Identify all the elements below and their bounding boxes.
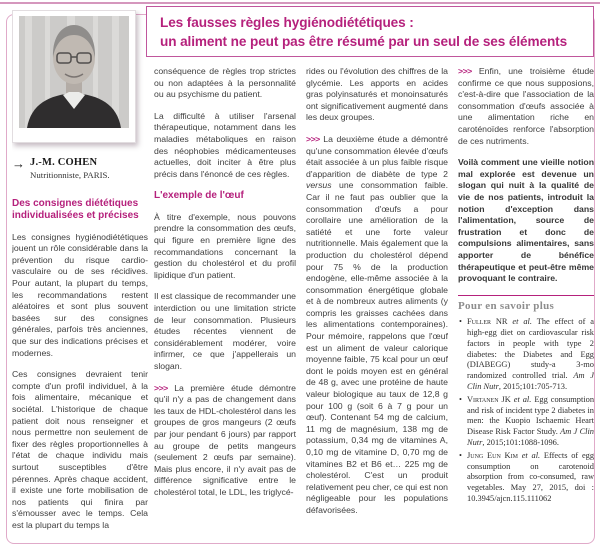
reference-body: Effects of egg consumption on carotenoid absorption from co-consumed, raw vegetables. May 27, 2015, doi : 10.3945/ajcn.115.111062 [467, 450, 594, 504]
article-title-box [146, 6, 594, 57]
paragraph-col3-2a: La deuxième étude a démontré qu'une consommation élevée d'œufs était associée à un plus faible risque d'apparition de diabète de type 2 [306, 133, 448, 179]
paragraph-col4-conclusion: Voilà comment une vieille notion mal explorée est devenue un slogan qui nuit à la qualité de vie de nos patients, introduit la notion d'exception dans l'alimentation, source de frustration et donc de compulsions alimentaires, sans apporter de bénéfice thérapeutique et peut-être même provoquant le contraire. [458, 157, 594, 284]
paragraph-col3-2 [306, 134, 448, 517]
more-info-box [458, 295, 594, 505]
paragraph-col1-1: Les consignes hygiénodiététiques jouent un rôle considérable dans la prévention du risque cardio-vasculaire ou de ses récidives. Pour autant, la plupart du temps, les recommandations restent aléatoires et sont plus souvent basées sur des consignes générales, parfois très anciennes, que sur des indications précises et modernes. [12, 231, 148, 358]
paragraph-col1-2: Ces consignes devraient tenir compte d'un profil individuel, à la fois alimentaire, mécanique et sociétal. L'historique de chaque patient doit nous renseigner et nous permettre non seulement de fixer des règles proportionnelles à l'état de chaque individu mais surtout susceptibles d'être pérennes. Après chaque accident, il existe une forte mobilisation de nos patients qui finira par s'émousser avec le temps. Cela est la plupart du temps la [12, 369, 148, 530]
bullet-icon: • [459, 450, 462, 460]
reference-authors: Virtanen JK [467, 394, 511, 404]
triple-chevron-icon: >>> [306, 133, 320, 144]
page-top-rule [0, 2, 600, 4]
reference-item [458, 395, 594, 449]
reference-tail: , 2015;101:1088-1096. [482, 438, 559, 448]
reference-etal: et al. [513, 394, 532, 404]
column-author-intro [12, 10, 148, 543]
reference-authors: Jung Eun Kim [467, 450, 518, 460]
paragraph-col4-1-text: Enfin, une troisième étude confirme ce que nous supposions, c'est-à-dire que l'association de la consommation d'œufs associée à une alimentation riche en caroténoïdes renforce l'absorption de ces nutriments. [458, 66, 594, 146]
reference-list [458, 317, 594, 505]
arrow-right-icon: → [12, 156, 25, 171]
paragraph-col2-3: À titre d'exemple, nous pouvons prendre la consommation des œufs, qui figure en première ligne des recommandations concernant la gestion du cholestérol et du profil lipidique d'un patient. [154, 211, 296, 280]
paragraph-col2-2: La difficulté à utiliser l'arsenal thérapeutique, notamment dans les maladies métaboliques en raison des néophobies médicamenteuses actuelles, doit inciter à être plus précis dans l'énoncé de ces règles. [154, 110, 296, 179]
reference-item [458, 451, 594, 505]
section-heading-oeuf: L'exemple de l'œuf [154, 190, 244, 202]
paragraph-col2-1: conséquence de règles trop strictes ou non adaptées à la personnalité ou au psychisme du patient. [154, 66, 296, 100]
reference-body: The effect of a high-egg diet on cardiovascular risk factors in people with type 2 diabetes: the Diabetes and Egg (DIABEGG) study-a 3-mo randomized controlled trial. [467, 317, 594, 381]
column-3 [306, 66, 448, 544]
paragraph-col3-2b: une consommation faible. Car il ne faut pas oublier que la consommation d'œufs a pour corollaire une amélioration de la satiété et une forte valeur nutritionnelle. Mais également que la production du cholestérol dépend pour 75 % de la production endogène, elle-même associée à la consommation énergétique globale et à de nombreux autres aliments (y compris les graisses cachées dans les alimentations contemporaines). Pour mémoire, rappelons que l'œuf est un aliment de valeur calorique moyenne faible, 75 kcal pour un œuf dont le poids moyen est en général de 48 g, avec une protéine de haute valeur biologique au taux de 12,8 g pour 100 g (soit 6 à 7 g pour un œuf). Contenant 54 mg de calcium, 11 mg de magnésium, 138 mg de potassium, 0,34 mg de vitamines A, 0,10 mg de vitamine D, 0,70 mg de vitamines B2 et B6 et… 225 mg de cholestérol. C'est un produit relativement peu cher, ce qui est non négligeable pour les populations défavorisées. [306, 180, 448, 515]
author-block [12, 157, 148, 182]
author-name: J.-M. COHEN [30, 157, 98, 168]
triple-chevron-icon: >>> [154, 382, 168, 393]
reference-tail: , 2015;101:705-713. [498, 382, 568, 392]
triple-chevron-icon: >>> [458, 66, 472, 76]
author-role: Nutritionniste, PARIS. [30, 170, 110, 181]
article-title-line-2: un aliment ne peut pas être résumé par un seul de ses éléments [160, 34, 568, 49]
bullet-icon: • [459, 394, 462, 404]
reference-journal: Am J Clin Nutr [467, 427, 594, 448]
bullet-icon: • [459, 317, 462, 327]
reference-body: Egg consumption and risk of incident type 2 diabetes in men: the Kuopio Ischaemic Heart Disease Risk Factor Study. [467, 394, 594, 437]
reference-authors: Fuller NR [467, 317, 508, 327]
paragraph-col4-1 [458, 66, 594, 147]
more-info-title: Pour en savoir plus [458, 299, 555, 312]
column-4 [458, 66, 594, 544]
portrait-illustration [18, 16, 130, 128]
paragraph-col3-1: rides ou l'évolution des chiffres de la glycémie. Les apports en acides gras polyinsaturés et monoinsaturés ont significativement augmenté dans les deux groupes. [306, 66, 448, 123]
more-info-rule [458, 295, 594, 296]
column-2 [154, 66, 296, 544]
reference-etal: et al. [512, 317, 532, 327]
author-photo [12, 10, 136, 143]
reference-item [458, 317, 594, 393]
versus-italic: versus [306, 180, 332, 191]
reference-etal: et al. [521, 450, 541, 460]
section-heading-consignes: Des consignes diététiques individualisées et précises [12, 197, 139, 222]
paragraph-col2-5-text: La première étude démontre qu'il n'y a pas de changement dans les taux de HDL-cholestérol dans les groupes de gros mangeurs (2 œufs par jour pendant 6 jours) par rapport au groupe de petits mangeurs (seulement 2 œufs par semaine). Mais plus encore, il n'y avait pas de différence significative entre le cholestérol total, le LDL, les triglycé- [154, 382, 296, 497]
paragraph-col2-4: Il est classique de recommander une interdiction ou une limitation stricte de leur consommation. Plusieurs études récentes viennent de considérablement modérer, voire infirmer, ce que j'appellerais un slogan. [154, 291, 296, 371]
reference-journal: Am J Clin Nutr [467, 371, 594, 392]
article-title-line-1: Les fausses règles hygiénodiététiques : [160, 15, 414, 30]
paragraph-col2-5 [154, 383, 296, 499]
